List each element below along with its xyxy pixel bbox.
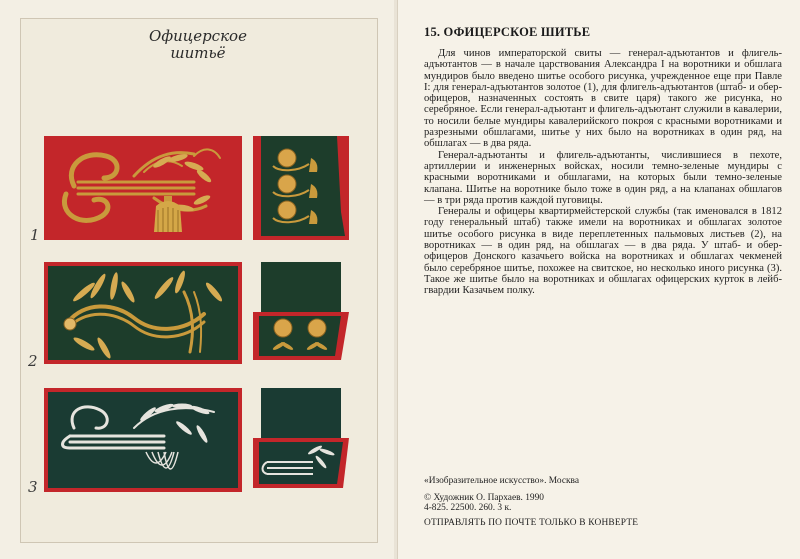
article-heading: 15. ОФИЦЕРСКОЕ ШИТЬЕ <box>424 25 591 39</box>
figure-number-3: 3 <box>28 478 38 496</box>
figure-1-cuff <box>253 136 349 240</box>
imprint <box>424 476 784 514</box>
publisher-line: «Изобразительное искусство». Москва <box>424 476 580 486</box>
text-card <box>398 0 800 559</box>
figure-3-collar <box>44 388 242 492</box>
figure-2-cuff <box>253 262 349 364</box>
paragraph: Генералы и офицеры квартирмейстерской службы (так именовался в 1812 году генеральный штаб) также имели на воротниках и обшлагах золотое шитье особого рисунка в виде переплетенных пальмовых листьев (2), на воротниках — в один ряд, на обшлагах — в два ряда. У штаб- и обер-офицеров Донского казачьего войска на воротниках и обшлагах чекменей было серебряное шитье, похожее на свитское, но несколько иного рисунка (3). Такое же шитье было на воротниках и обшлагах офицерских курток в лейб-гвардии Казачьем полку. <box>424 206 782 297</box>
code-line: 4-825. 22500. 260. 3 к. <box>424 503 512 514</box>
paragraph: Для чинов императорской свиты — генерал-адъютантов и флигель-адъютантов — в начале царствования Александра I на воротники и обшлага мундиров было введено шитье особого рисунка, учрежденное еще при Павле I: для генерал-адъютантов золотое (1), для флигель-адъютантов (штаб- и обер-офицеров, назначенных состоять в свите царя) такого же рисунка, но серебряное. Если генерал-адъютант и флигель-адъютант служили в кавалерии, то носили белые мундиры кавалерийского покроя с красными воротниками и разрезными обшлагами, шитье у них было на воротниках в один ряд, на обшлагах — в два ряда. <box>424 48 782 150</box>
article-body <box>424 48 782 297</box>
figure-number-2: 2 <box>28 352 38 370</box>
figure-number-1: 1 <box>30 226 40 244</box>
figure-3-cuff <box>253 388 349 492</box>
plate-card <box>0 0 394 559</box>
mail-notice: ОТПРАВЛЯТЬ ПО ПОЧТЕ ТОЛЬКО В КОНВЕРТЕ <box>424 518 639 528</box>
paragraph: Генерал-адъютанты и флигель-адъютанты, числившиеся в пехоте, артиллерии и инженерных войсках, носили темно-зеленые мундиры с красными воротниками и обшлагами, на которых были темно-зеленые клапана. Шитье на воротнике было тоже в один ряд, а на клапанах обшлагов — в три ряда против каждой пуговицы. <box>424 149 782 206</box>
artist-line: © Художник О. Пархаев. 1990 <box>424 492 544 503</box>
plate-title: Офицерское шитьё <box>149 27 247 62</box>
figure-2-collar <box>44 262 242 364</box>
figure-1-collar <box>44 136 242 240</box>
